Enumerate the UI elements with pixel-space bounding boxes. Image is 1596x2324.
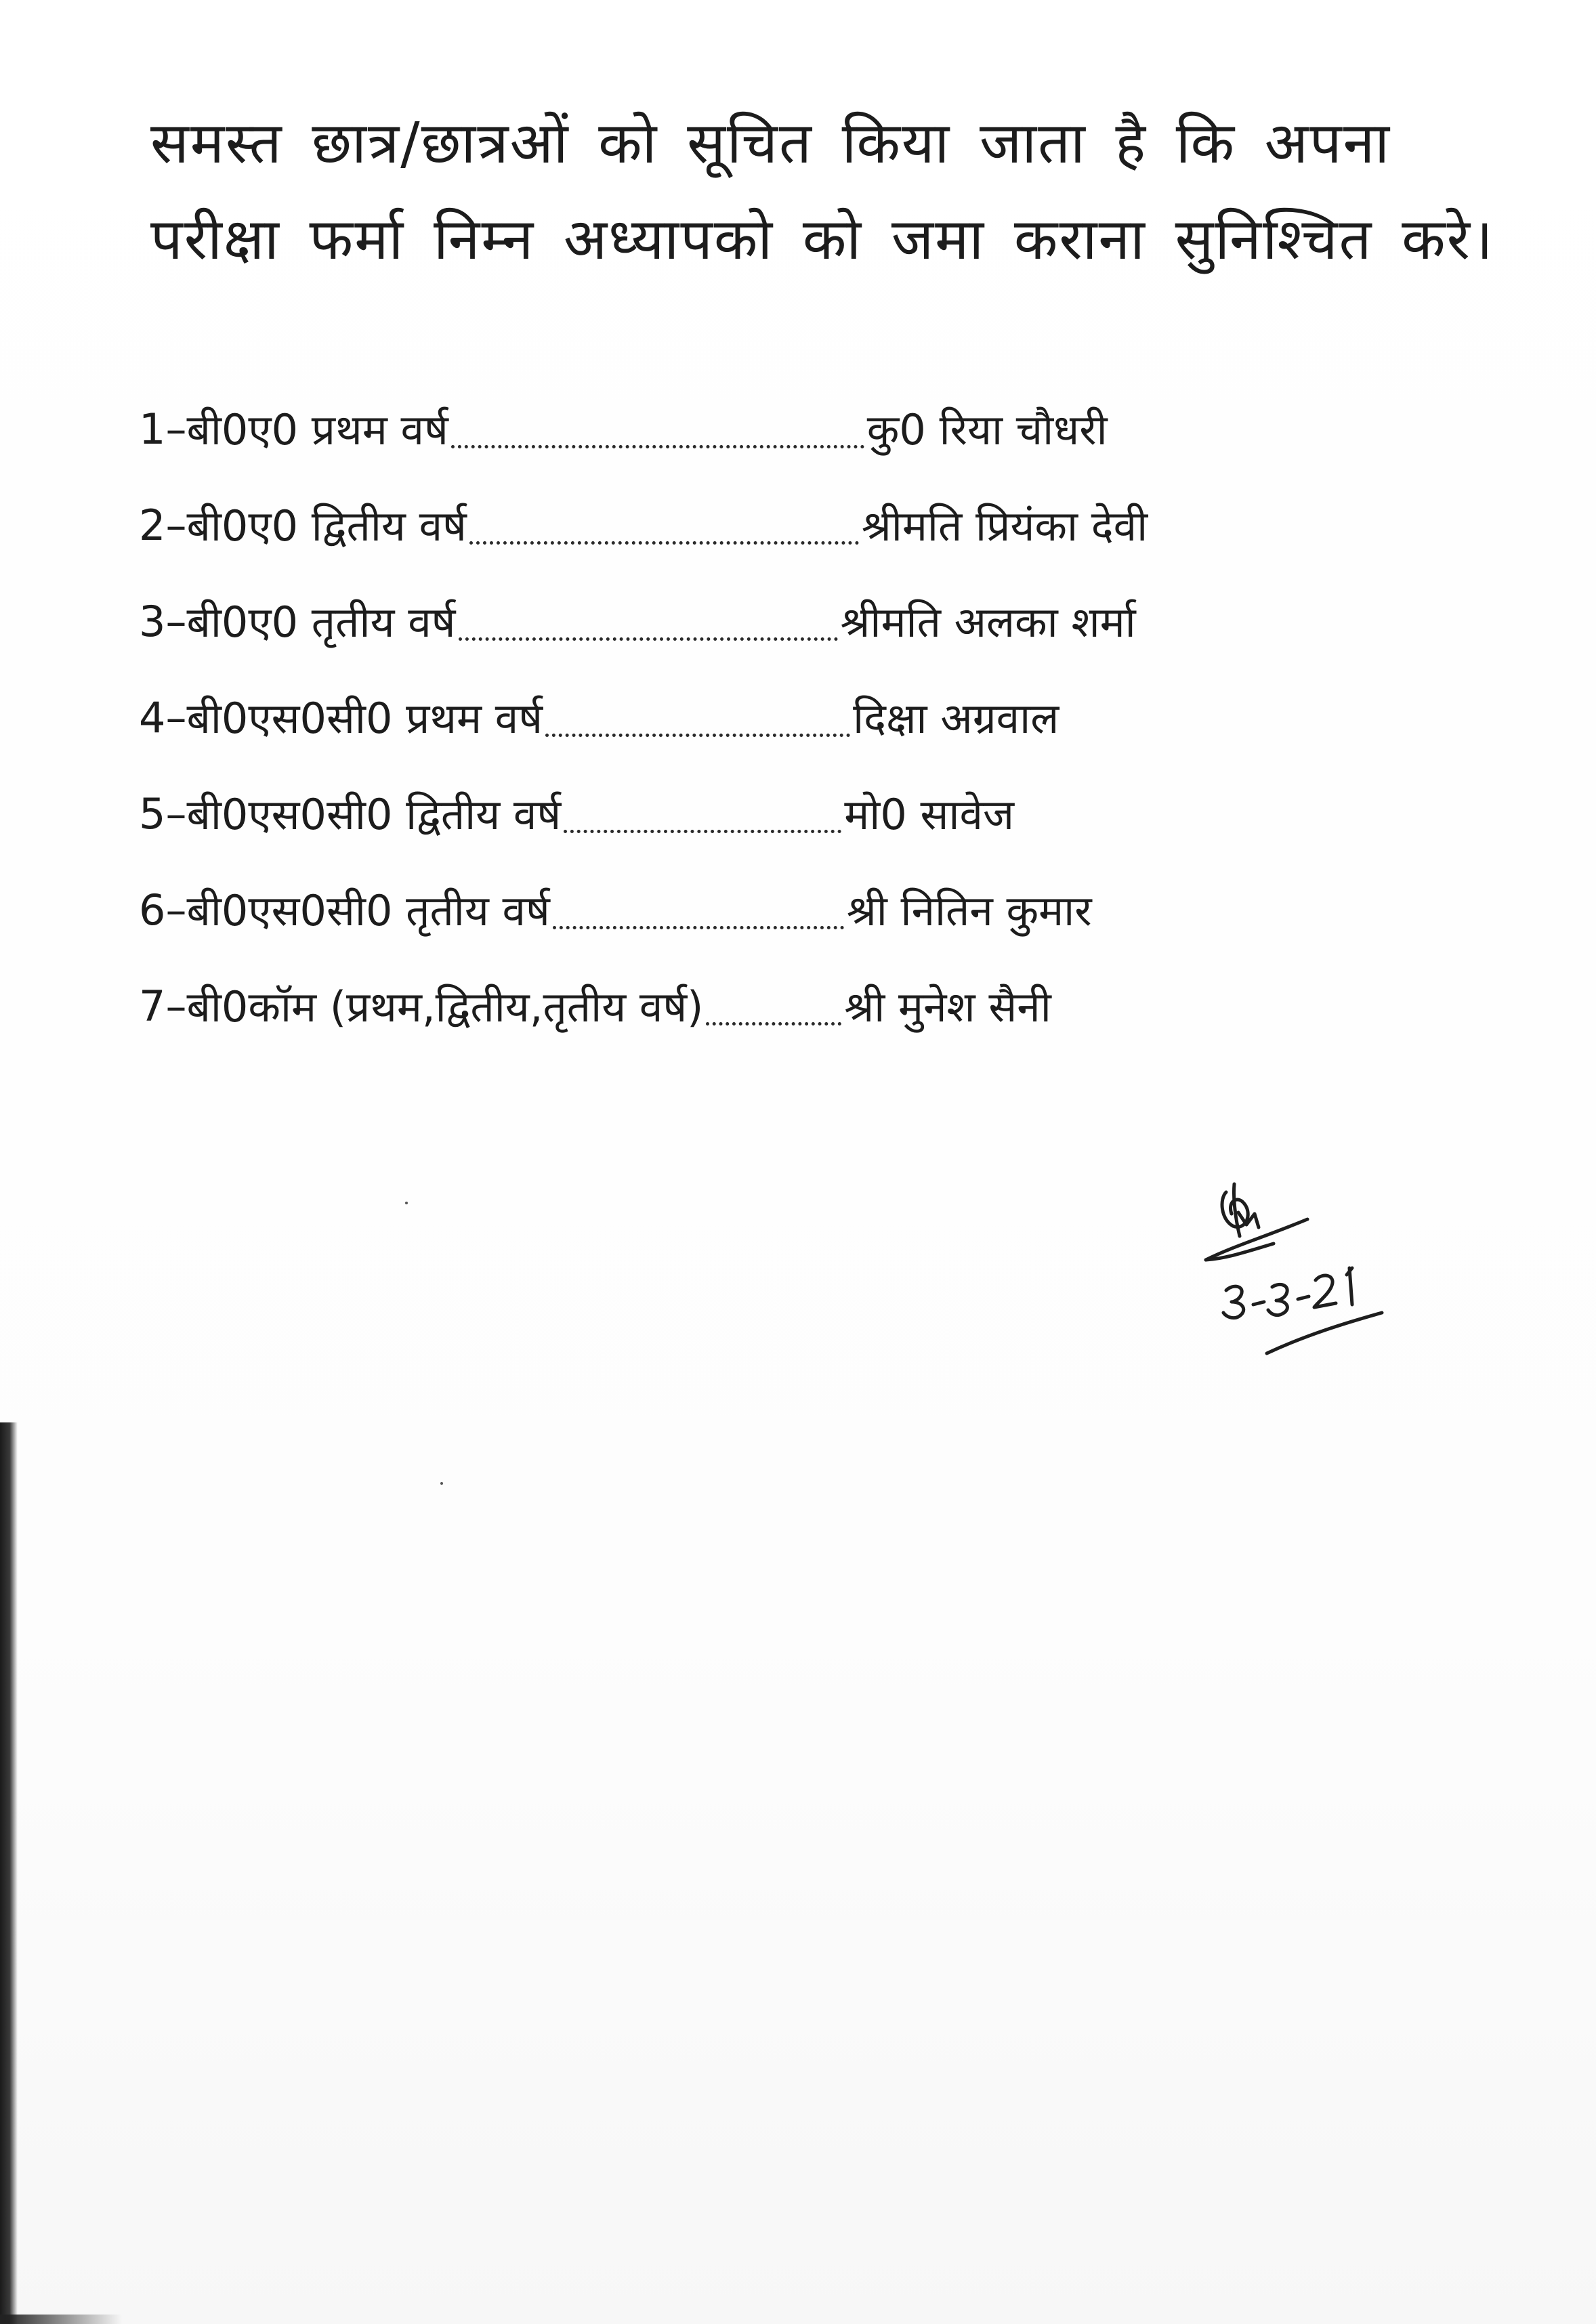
course-teacher-list (139, 381, 1290, 1054)
item-number: 1– (139, 404, 187, 454)
item-number: 2– (139, 500, 187, 550)
item-number: 5– (139, 788, 187, 839)
leader-dots (545, 728, 850, 737)
scan-speck (405, 1202, 408, 1204)
course-name: बी0ए0 तृतीय वर्ष (186, 597, 456, 647)
list-item (139, 669, 1290, 765)
item-number: 4– (139, 692, 187, 742)
handwritten-signature (1179, 1172, 1423, 1375)
course-name: बी0ए0 द्वितीय वर्ष (186, 501, 467, 551)
teacher-name: श्रीमति अलका शर्मा (840, 597, 1136, 647)
notice-text (150, 95, 1494, 287)
teacher-name: श्री मुनेश सैनी (844, 982, 1051, 1032)
leader-dots (706, 1017, 841, 1026)
notice-line-2: परीक्षा फर्मा निम्न अध्यापको को जमा कराना सुनिश्चित करे। (150, 206, 1494, 272)
list-item (139, 765, 1290, 862)
course-name: बी0ए0 प्रथम वर्ष (186, 405, 448, 455)
list-item (139, 477, 1290, 573)
course-name: बी0एस0सी0 प्रथम वर्ष (186, 694, 543, 743)
scan-edge-shadow-bottom (0, 2315, 122, 2324)
item-number: 3– (139, 596, 187, 646)
list-item (139, 573, 1290, 669)
teacher-name: कु0 रिया चौधरी (866, 405, 1108, 455)
item-number: 6– (139, 885, 187, 935)
list-item (139, 958, 1290, 1054)
course-name: बी0एस0सी0 द्वितीय वर्ष (186, 790, 562, 839)
leader-dots (469, 536, 859, 545)
scan-edge-shadow (0, 1422, 18, 2324)
teacher-name: दिक्षा अग्रवाल (853, 694, 1059, 743)
leader-dots (451, 440, 864, 448)
teacher-name: श्रीमति प्रियंका देवी (861, 501, 1148, 551)
teacher-name: श्री नितिन कुमार (846, 886, 1092, 935)
leader-dots (459, 632, 838, 641)
teacher-name: मो0 सावेज (844, 790, 1014, 839)
leader-dots (564, 824, 841, 833)
notice-line-1: समस्त छात्र/छात्रओं को सूचित किया जाता है कि अपना (150, 110, 1391, 176)
list-item (139, 381, 1290, 477)
item-number: 7– (139, 981, 187, 1031)
leader-dots (553, 921, 844, 929)
course-name: बी0कॉम (प्रथम,द्वितीय,तृतीय वर्ष) (186, 982, 704, 1032)
list-item (139, 862, 1290, 958)
scan-speck (440, 1482, 443, 1485)
course-name: बी0एस0सी0 तृतीय वर्ष (186, 886, 550, 935)
